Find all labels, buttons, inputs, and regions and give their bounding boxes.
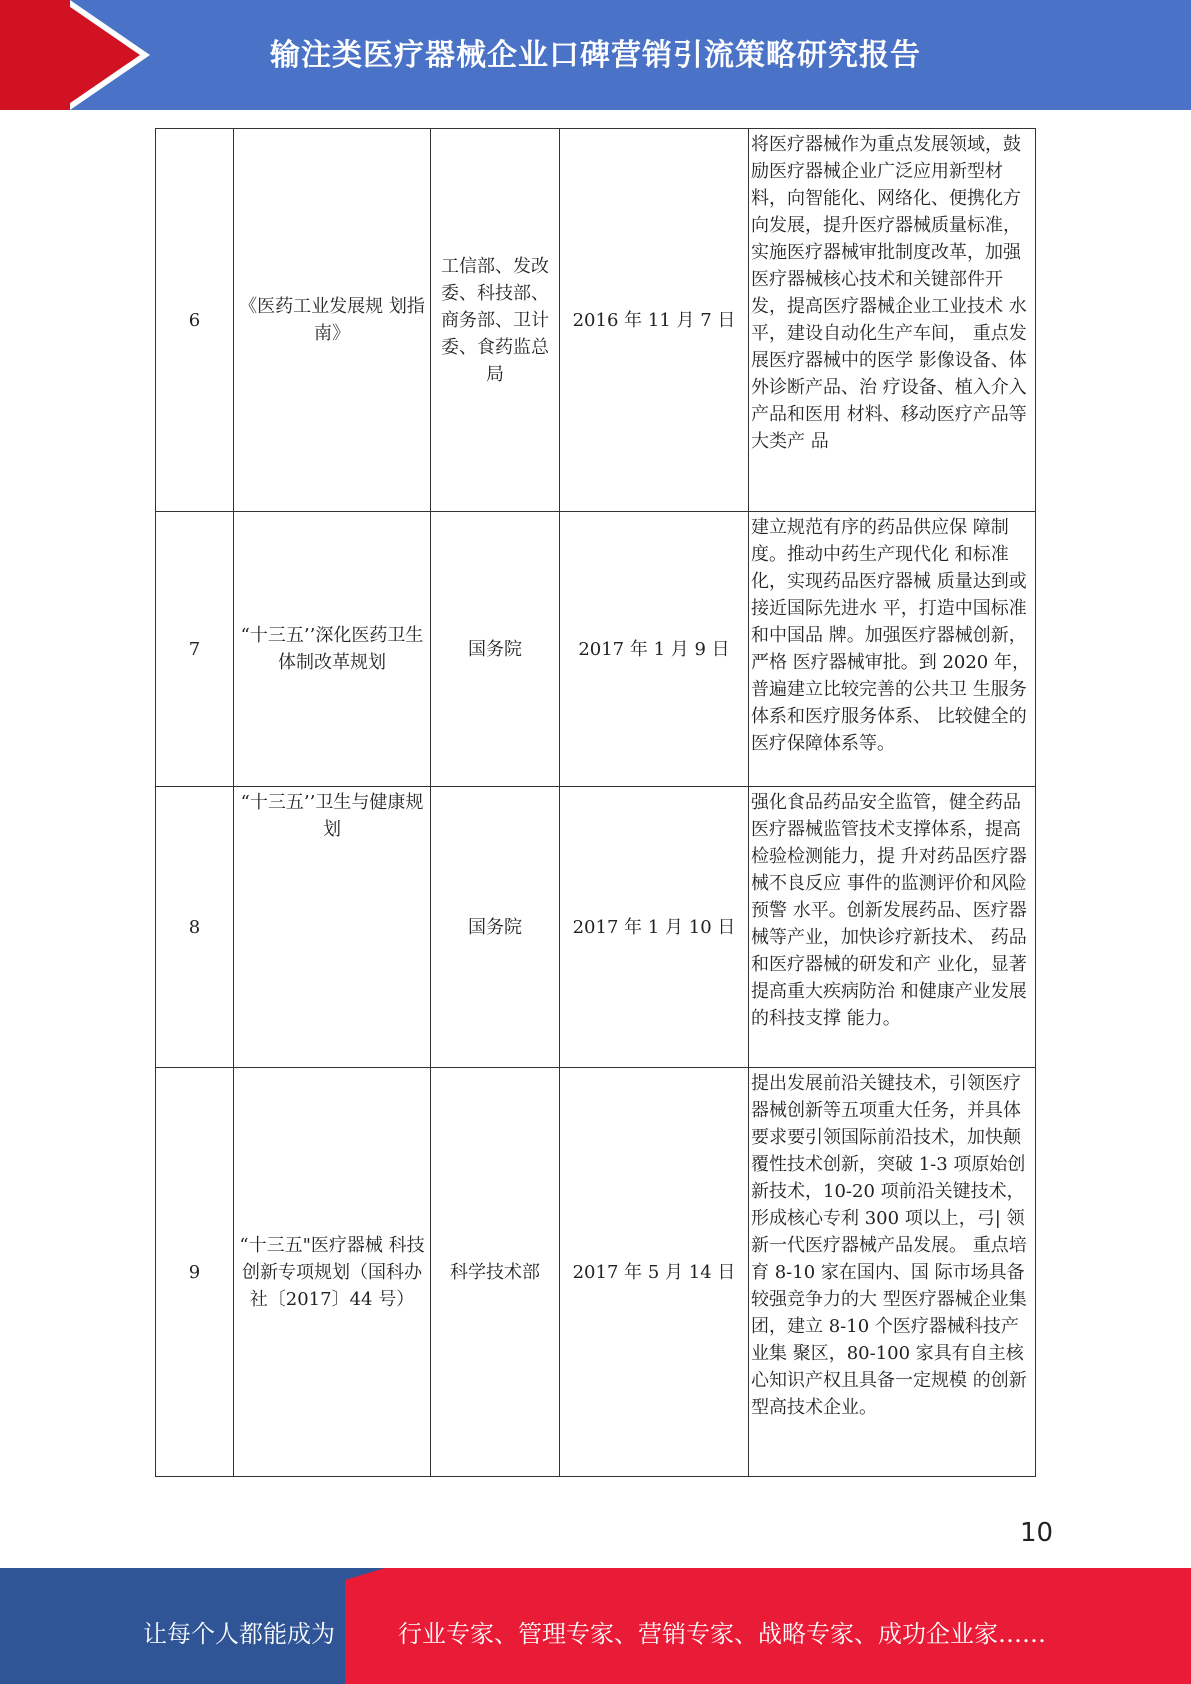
row-number: 8 <box>156 787 234 1068</box>
policy-name: “十三五"医疗器械 科技创新专项规划（国科办社〔2017〕44 号） <box>234 1068 431 1477</box>
policy-content: 建立规范有序的药品供应保 障制度。推动中药生产现代化 和标准化，实现药品医疗器械 质量达到或接近国际先进水 平，打造中国标准和中国品 牌。加强医疗器械创新，严格 医疗器械审批。到 2020 年， 普遍建立比较完善的公共卫 生服务体系和医疗服务体系、 比较健全的医疗保障体系等。 <box>749 512 1036 787</box>
table-row <box>156 1068 1036 1477</box>
row-number: 6 <box>156 129 234 512</box>
issue-date: 2016 年 11 月 7 日 <box>560 129 749 512</box>
issue-date: 2017 年 1 月 10 日 <box>560 787 749 1068</box>
page-footer <box>0 1568 1191 1684</box>
table-row <box>156 129 1036 512</box>
issuing-agency: 国务院 <box>431 787 560 1068</box>
table-row <box>156 787 1036 1068</box>
policy-content: 强化食品药品安全监管，健全药品医疗器械监管技术支撑体系，提高检验检测能力，提 升对药品医疗器械不良反应 事件的监测评价和风险预警 水平。创新发展药品、医疗器 械等产业，加快诊疗新技术、 药品和医疗器械的研发和产 业化，显著提高重大疾病防治 和健康产业发展的科技支撑 能力。 <box>749 787 1036 1068</box>
issuing-agency: 工信部、发改委、科技部、商务部、卫计委、食药监总局 <box>431 129 560 512</box>
header-red-arrow <box>60 0 140 110</box>
policy-name: “十三五’’深化医药卫生体制改革规划 <box>234 512 431 787</box>
issuing-agency: 科学技术部 <box>431 1068 560 1477</box>
policy-content: 将医疗器械作为重点发展领域，鼓励医疗器械企业广泛应用新型材料，向智能化、网络化、便携化方向发展，提升医疗器械质量标准，实施医疗器械审批制度改革，加强医疗器械核心技术和关键部件开发，提高医疗器械企业工业技术 水平，建设自动化生产车间， 重点发展医疗器械中的医学 影像设备、体外诊断产品、治 疗设备、植入介入产品和医用 材料、移动医疗产品等大类产 品 <box>749 129 1036 512</box>
row-number: 9 <box>156 1068 234 1477</box>
page-number: 10 <box>1020 1518 1054 1548</box>
footer-slogan-left: 让每个人都能成为 <box>143 1620 335 1648</box>
footer-slogan-right: 行业专家、管理专家、营销专家、战略专家、成功企业家…… <box>398 1620 1046 1648</box>
policy-table <box>155 128 1036 1477</box>
issue-date: 2017 年 5 月 14 日 <box>560 1068 749 1477</box>
policy-name: “十三五’’卫生与健康规划 <box>234 787 431 1068</box>
policy-name: 《医药工业发展规 划指南》 <box>234 129 431 512</box>
page-header <box>0 0 1191 110</box>
issuing-agency: 国务院 <box>431 512 560 787</box>
policy-content: 提出发展前沿关键技术，引领医疗器械创新等五项重大任务，并具体要求要引领国际前沿技术，加快颠覆性技术创新，突破 1-3 项原始创新技术，10-20 项前沿关键技术， 形成核心专利 300 项以上，弓| 领新一代医疗器械产品发展。 重点培育 8-10 家在国内、国 际市场具备较强竞争力的大 型医疗器械企业集团，建立 8-10 个医疗器械科技产业集 聚区，80-100 家具有自主核 心知识产权且具备一定规模 的创新型高技术企业。 <box>749 1068 1036 1477</box>
issue-date: 2017 年 1 月 9 日 <box>560 512 749 787</box>
table-row <box>156 512 1036 787</box>
report-title: 输注类医疗器械企业口碑营销引流策略研究报告 <box>270 38 921 73</box>
row-number: 7 <box>156 512 234 787</box>
